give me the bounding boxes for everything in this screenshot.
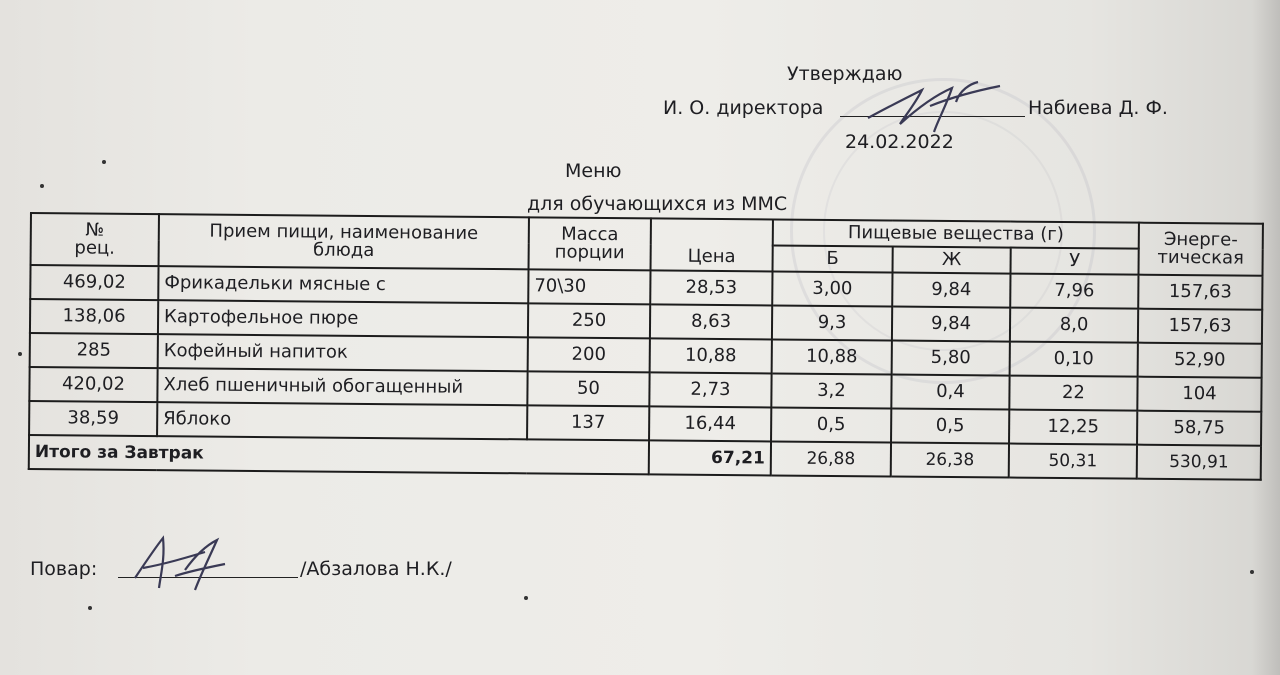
header-b: Б [773, 245, 893, 272]
cell-number: 285 [30, 333, 158, 368]
cell-zh: 0,4 [891, 375, 1009, 410]
cell-u: 12,25 [1009, 410, 1137, 445]
header-number: № рец. [31, 213, 159, 266]
cell-number: 38,59 [29, 401, 157, 436]
cell-price: 28,53 [650, 270, 772, 305]
approver-name: Набиева Д. Ф. [1028, 97, 1168, 119]
cell-dish: Хлеб пшеничный обогащенный [157, 368, 527, 405]
total-energy: 530,91 [1137, 445, 1261, 480]
speck [18, 352, 22, 356]
cell-number: 420,02 [29, 367, 157, 402]
total-price: 67,21 [649, 440, 771, 475]
cell-energy: 52,90 [1138, 343, 1262, 378]
cell-energy: 157,63 [1138, 275, 1262, 310]
cook-signature [125, 528, 235, 598]
cell-u: 0,10 [1010, 342, 1138, 377]
cell-mass: 200 [528, 337, 650, 372]
cook-name: /Абзалова Н.К./ [300, 558, 452, 580]
cell-dish: Фрикадельки мясные с [158, 266, 528, 303]
cell-price: 16,44 [649, 406, 771, 441]
cell-dish: Яблоко [157, 402, 527, 439]
cell-u: 7,96 [1010, 274, 1138, 309]
cell-b: 9,3 [772, 305, 892, 340]
header-nutrients: Пищевые вещества (г) [773, 219, 1139, 248]
cell-dish: Кофейный напиток [158, 334, 528, 371]
header-u: У [1011, 248, 1139, 275]
cell-zh: 9,84 [892, 273, 1010, 308]
header-dish: Прием пищи, наименование блюда [159, 214, 529, 269]
menu-subtitle: для обучающихся из ММС [527, 193, 788, 215]
approval-position: И. О. директора [663, 97, 824, 119]
cell-mass: 250 [528, 303, 650, 338]
cell-number: 138,06 [30, 299, 158, 334]
header-energy: Энерге- тическая [1139, 223, 1263, 276]
cell-b: 3,00 [772, 271, 892, 306]
cell-mass: 70\30 [528, 269, 650, 304]
cell-energy: 157,63 [1138, 309, 1262, 344]
cell-zh: 9,84 [892, 307, 1010, 342]
total-zh: 26,38 [891, 443, 1009, 478]
cell-price: 2,73 [649, 372, 771, 407]
speck [1250, 570, 1254, 574]
cell-u: 22 [1009, 376, 1137, 411]
cell-b: 0,5 [771, 407, 891, 442]
cell-mass: 50 [527, 371, 649, 406]
cell-dish: Картофельное пюре [158, 300, 528, 337]
header-price: Цена [651, 218, 773, 271]
speck [524, 596, 528, 600]
cell-u: 8,0 [1010, 308, 1138, 343]
cook-label: Повар: [30, 558, 98, 580]
menu-table [28, 212, 1264, 481]
speck [102, 160, 106, 164]
total-b: 26,88 [771, 441, 891, 476]
cell-zh: 0,5 [891, 409, 1009, 444]
menu-title: Меню [565, 160, 622, 182]
approval-date: 24.02.2022 [845, 131, 954, 153]
speck [88, 606, 92, 610]
total-u: 50,31 [1009, 444, 1137, 479]
header-mass: Масса порции [529, 217, 651, 270]
approval-title: Утверждаю [787, 63, 903, 85]
cell-price: 8,63 [650, 304, 772, 339]
cell-mass: 137 [527, 405, 649, 440]
header-zh: Ж [893, 247, 1011, 274]
cell-b: 3,2 [771, 373, 891, 408]
director-signature [860, 76, 1010, 136]
speck [40, 184, 44, 188]
cell-b: 10,88 [772, 339, 892, 374]
cell-energy: 104 [1137, 377, 1261, 412]
cell-price: 10,88 [650, 338, 772, 373]
cell-energy: 58,75 [1137, 411, 1261, 446]
cell-zh: 5,80 [892, 341, 1010, 376]
approval-block [0, 0, 1280, 160]
total-label: Итого за Завтрак [29, 435, 649, 474]
cell-number: 469,02 [30, 265, 158, 300]
